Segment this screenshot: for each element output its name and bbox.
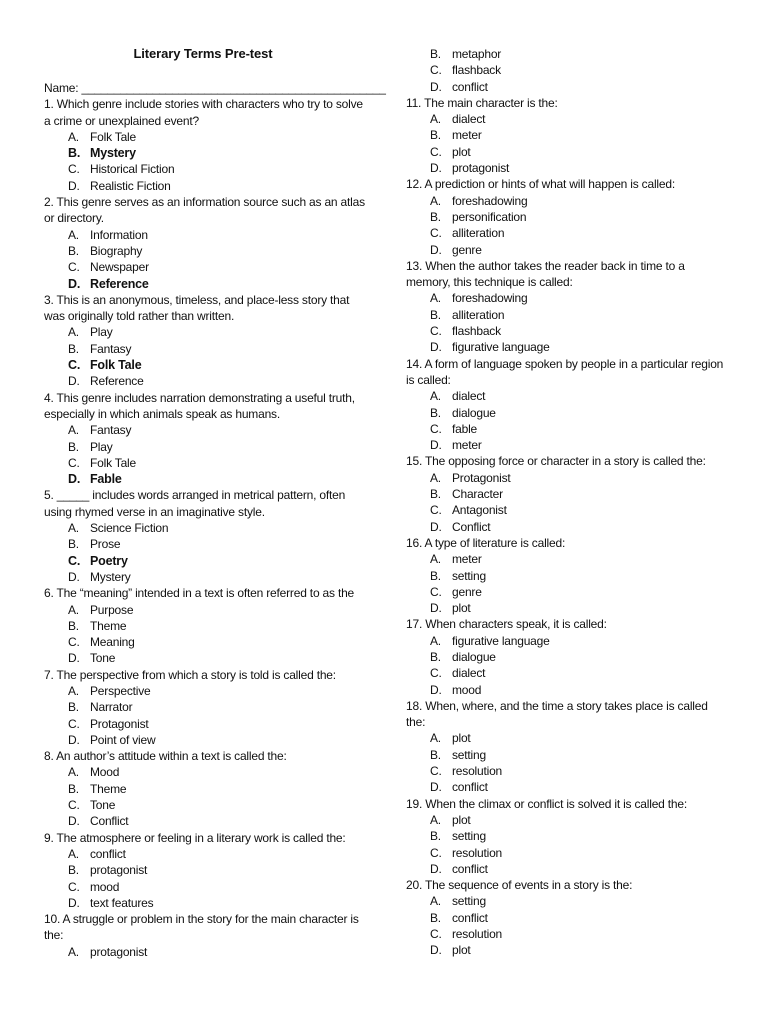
option-text: setting: [452, 747, 486, 762]
answer-option: [44, 650, 362, 666]
answer-option-correct: [44, 145, 362, 161]
answer-option: [406, 144, 736, 160]
option-letter: B.: [430, 487, 441, 502]
option-letter: A.: [68, 129, 79, 144]
option-text: meter: [452, 552, 482, 567]
answer-option: [44, 862, 362, 878]
option-letter: D.: [430, 79, 442, 94]
option-letter: D.: [430, 780, 442, 795]
question-text: 7. The perspective from which a story is told is called the:: [44, 667, 336, 682]
option-letter: B.: [430, 209, 441, 224]
option-letter: B.: [430, 568, 441, 583]
option-letter: D.: [430, 340, 442, 355]
answer-option: [406, 926, 736, 942]
answer-option: [44, 422, 362, 438]
answer-option: [406, 551, 736, 567]
option-text: plot: [452, 144, 471, 159]
option-letter: C.: [68, 798, 80, 813]
option-letter: A.: [68, 765, 79, 780]
answer-option: [406, 568, 736, 584]
option-letter: D.: [68, 569, 80, 584]
option-letter: B.: [68, 700, 79, 715]
question-text: was originally told rather than written.: [44, 309, 235, 324]
answer-option: [406, 812, 736, 828]
option-text: Character: [452, 487, 503, 502]
question-text: 20. The sequence of events in a story is the:: [406, 878, 633, 893]
option-letter: D.: [68, 814, 80, 829]
option-letter: B.: [68, 537, 79, 552]
option-text: setting: [452, 894, 486, 909]
answer-option: [406, 845, 736, 861]
option-text: alliteration: [452, 226, 505, 241]
option-text: personification: [452, 209, 527, 224]
question-text: memory, this technique is called:: [406, 275, 573, 290]
question-text: 11. The main character is the:: [406, 95, 558, 110]
answer-option: [406, 339, 736, 355]
option-letter: D.: [430, 601, 442, 616]
option-letter: A.: [68, 227, 79, 242]
option-text: fable: [452, 421, 478, 436]
option-text: Purpose: [90, 602, 134, 617]
answer-option: [406, 633, 736, 649]
option-text: Tone: [90, 798, 116, 813]
question-text: 8. An author’s attitude within a text is called the:: [44, 749, 287, 764]
option-text: Mood: [90, 765, 120, 780]
option-text: text features: [90, 895, 154, 910]
option-letter: A.: [68, 944, 79, 959]
answer-option: [406, 486, 736, 502]
option-letter: C.: [430, 503, 442, 518]
question-text: 9. The atmosphere or feeling in a literary work is called the:: [44, 830, 346, 845]
answer-option: [406, 209, 736, 225]
option-text: Protagonist: [90, 716, 149, 731]
option-text: conflict: [90, 846, 126, 861]
answer-option: [44, 178, 362, 194]
option-letter: C.: [430, 845, 442, 860]
right-questions: [406, 46, 736, 959]
answer-option: [406, 405, 736, 421]
option-text: Prose: [90, 537, 121, 552]
option-letter: D.: [430, 519, 442, 534]
question-text: especially in which animals speak as humans.: [44, 406, 280, 421]
option-letter: D.: [68, 472, 81, 487]
answer-option: [406, 910, 736, 926]
option-text: dialect: [452, 389, 486, 404]
option-text: Antagonist: [452, 503, 507, 518]
option-text: Poetry: [90, 553, 128, 568]
answer-option: [406, 747, 736, 763]
option-text: genre: [452, 584, 482, 599]
option-text: Realistic Fiction: [90, 178, 171, 193]
option-letter: B.: [68, 146, 81, 161]
option-letter: C.: [68, 358, 81, 373]
answer-option-correct: [44, 357, 362, 373]
question-text: 16. A type of literature is called:: [406, 535, 566, 550]
answer-option: [406, 323, 736, 339]
option-letter: C.: [68, 635, 80, 650]
option-text: Historical Fiction: [90, 162, 175, 177]
question-text: 14. A form of language spoken by people in a particular region: [406, 356, 724, 371]
answer-option: [406, 584, 736, 600]
answer-option: [406, 828, 736, 844]
answer-option: [44, 455, 362, 471]
answer-option-correct: [44, 471, 362, 487]
answer-option: [44, 520, 362, 536]
answer-option: [406, 470, 736, 486]
option-letter: C.: [68, 455, 80, 470]
option-letter: A.: [430, 894, 441, 909]
answer-option: [406, 600, 736, 616]
option-text: resolution: [452, 845, 503, 860]
option-text: Biography: [90, 243, 143, 258]
answer-option: [44, 732, 362, 748]
answer-option: [44, 797, 362, 813]
answer-option: [44, 259, 362, 275]
option-text: mood: [452, 682, 482, 697]
option-letter: A.: [68, 602, 79, 617]
option-letter: D.: [430, 943, 442, 958]
answer-option: [406, 519, 736, 535]
option-text: Conflict: [452, 519, 491, 534]
option-letter: D.: [68, 178, 80, 193]
option-text: setting: [452, 829, 486, 844]
answer-option: [44, 716, 362, 732]
option-text: Theme: [90, 618, 127, 633]
answer-option: [44, 764, 362, 780]
option-letter: D.: [430, 861, 442, 876]
question-text: 4. This genre includes narration demonstrating a useful truth,: [44, 390, 355, 405]
option-text: foreshadowing: [452, 193, 528, 208]
option-text: dialogue: [452, 649, 496, 664]
answer-option: [44, 618, 362, 634]
answer-option: [44, 161, 362, 177]
option-letter: A.: [430, 812, 441, 827]
answer-option: [406, 307, 736, 323]
option-text: protagonist: [90, 944, 148, 959]
option-letter: C.: [68, 162, 80, 177]
question-text: 15. The opposing force or character in a story is called the:: [406, 454, 706, 469]
option-letter: C.: [430, 666, 442, 681]
option-letter: A.: [68, 423, 79, 438]
option-letter: B.: [68, 618, 79, 633]
option-text: Information: [90, 227, 148, 242]
left-column: [44, 80, 386, 960]
option-letter: C.: [430, 63, 442, 78]
option-letter: B.: [430, 649, 441, 664]
option-text: flashback: [452, 324, 501, 339]
option-letter: B.: [430, 47, 441, 61]
question-text: 10. A struggle or problem in the story for the main character is: [44, 912, 359, 927]
option-letter: B.: [430, 128, 441, 143]
option-letter: D.: [68, 276, 81, 291]
answer-option: [406, 111, 736, 127]
option-text: Science Fiction: [90, 521, 169, 536]
option-letter: D.: [68, 895, 80, 910]
answer-option: [406, 502, 736, 518]
answer-option: [44, 227, 362, 243]
option-letter: B.: [430, 405, 441, 420]
option-letter: C.: [430, 764, 442, 779]
answer-option: [406, 193, 736, 209]
option-text: Play: [90, 325, 113, 340]
option-text: dialect: [452, 112, 486, 127]
answer-option: [44, 324, 362, 340]
answer-option: [406, 779, 736, 795]
option-letter: A.: [68, 683, 79, 698]
question-text: 2. This genre serves as an information source such as an atlas: [44, 195, 365, 210]
option-text: Point of view: [90, 732, 156, 747]
answer-option: [406, 682, 736, 698]
option-letter: B.: [68, 781, 79, 796]
answer-option: [44, 243, 362, 259]
answer-option: [406, 861, 736, 877]
option-letter: A.: [430, 291, 441, 306]
option-letter: C.: [430, 584, 442, 599]
option-letter: D.: [68, 651, 80, 666]
question-text: 3. This is an anonymous, timeless, and place-less story that: [44, 292, 350, 307]
option-letter: B.: [68, 863, 79, 878]
option-text: Narrator: [90, 700, 133, 715]
option-letter: C.: [68, 260, 80, 275]
option-text: metaphor: [452, 47, 502, 61]
answer-option: [406, 421, 736, 437]
option-text: Conflict: [90, 814, 129, 829]
answer-option: [406, 388, 736, 404]
answer-option: [44, 129, 362, 145]
answer-option: [44, 846, 362, 862]
option-letter: A.: [430, 193, 441, 208]
question-text: the:: [44, 928, 64, 943]
answer-option: [44, 781, 362, 797]
answer-option: [406, 160, 736, 176]
option-text: plot: [452, 601, 471, 616]
answer-option: [406, 649, 736, 665]
answer-option: [44, 879, 362, 895]
option-text: conflict: [452, 861, 488, 876]
question-text: 17. When characters speak, it is called:: [406, 617, 607, 632]
name-line: Name: _______________________________________________: [44, 81, 386, 95]
option-text: plot: [452, 812, 471, 827]
option-text: Theme: [90, 781, 127, 796]
page-title: Literary Terms Pre-test: [133, 46, 273, 61]
question-text: 13. When the author takes the reader back in time to a: [406, 258, 685, 273]
question-text: 12. A prediction or hints of what will happen is called:: [406, 177, 675, 192]
option-letter: B.: [430, 307, 441, 322]
option-text: Fantasy: [90, 423, 132, 438]
answer-option: [44, 699, 362, 715]
option-text: Folk Tale: [90, 455, 137, 470]
answer-option: [406, 730, 736, 746]
option-letter: C.: [430, 226, 442, 241]
option-letter: A.: [68, 325, 79, 340]
option-letter: B.: [430, 829, 441, 844]
answer-option: [406, 62, 736, 78]
answer-option: [44, 373, 362, 389]
option-text: dialect: [452, 666, 486, 681]
option-text: Play: [90, 439, 113, 454]
answer-option-correct: [44, 276, 362, 292]
answer-option-correct: [44, 553, 362, 569]
option-text: Folk Tale: [90, 358, 142, 373]
answer-option: [406, 225, 736, 241]
option-text: dialogue: [452, 405, 496, 420]
option-letter: D.: [430, 242, 442, 257]
option-letter: C.: [68, 879, 80, 894]
option-text: flashback: [452, 63, 501, 78]
option-text: Reference: [90, 374, 144, 389]
option-letter: D.: [68, 732, 80, 747]
option-letter: C.: [430, 927, 442, 942]
option-text: Mystery: [90, 146, 136, 161]
option-text: meter: [452, 128, 482, 143]
option-letter: D.: [430, 682, 442, 697]
option-letter: A.: [430, 731, 441, 746]
option-letter: A.: [430, 552, 441, 567]
answer-option: [406, 79, 736, 95]
option-text: alliteration: [452, 307, 505, 322]
answer-option: [44, 634, 362, 650]
option-letter: D.: [430, 161, 442, 176]
option-text: protagonist: [452, 161, 510, 176]
option-text: Fable: [90, 472, 122, 487]
question-text: 5. _____ includes words arranged in metrical pattern, often: [44, 488, 346, 503]
answer-option: [44, 944, 362, 960]
answer-option: [406, 290, 736, 306]
option-text: genre: [452, 242, 482, 257]
option-text: Folk Tale: [90, 129, 137, 144]
option-text: Perspective: [90, 683, 151, 698]
option-letter: A.: [430, 470, 441, 485]
option-letter: A.: [430, 389, 441, 404]
question-text: using rhymed verse in an imaginative style.: [44, 504, 265, 519]
option-text: figurative language: [452, 633, 550, 648]
option-letter: A.: [430, 633, 441, 648]
question-text: or directory.: [44, 211, 104, 226]
question-text: 1. Which genre include stories with characters who try to solve: [44, 97, 363, 112]
answer-option: [44, 602, 362, 618]
option-text: Newspaper: [90, 260, 149, 275]
option-text: figurative language: [452, 340, 550, 355]
option-letter: C.: [430, 421, 442, 436]
question-text: a crime or unexplained event?: [44, 113, 199, 128]
option-letter: D.: [68, 374, 80, 389]
option-letter: A.: [68, 846, 79, 861]
answer-option: [406, 893, 736, 909]
option-text: foreshadowing: [452, 291, 528, 306]
answer-option: [406, 437, 736, 453]
answer-option: [406, 127, 736, 143]
option-text: plot: [452, 731, 471, 746]
option-text: Mystery: [90, 569, 131, 584]
option-text: setting: [452, 568, 486, 583]
answer-option: [406, 665, 736, 681]
option-text: plot: [452, 943, 471, 958]
answer-option: [406, 46, 736, 62]
question-text: is called:: [406, 372, 451, 387]
option-text: meter: [452, 438, 482, 453]
option-text: conflict: [452, 910, 488, 925]
option-text: resolution: [452, 764, 503, 779]
option-text: mood: [90, 879, 120, 894]
answer-option: [44, 341, 362, 357]
answer-option: [44, 683, 362, 699]
answer-option: [44, 439, 362, 455]
option-text: conflict: [452, 79, 488, 94]
option-text: resolution: [452, 927, 503, 942]
option-text: Tone: [90, 651, 116, 666]
answer-option: [44, 813, 362, 829]
option-text: Meaning: [90, 635, 135, 650]
question-text: 19. When the climax or conflict is solved it is called the:: [406, 796, 687, 811]
option-letter: D.: [430, 438, 442, 453]
answer-option: [406, 242, 736, 258]
question-text: 18. When, where, and the time a story takes place is called: [406, 698, 708, 713]
right-column: [406, 46, 736, 959]
option-text: protagonist: [90, 863, 148, 878]
option-letter: C.: [430, 324, 442, 339]
option-letter: C.: [430, 144, 442, 159]
option-text: Reference: [90, 276, 149, 291]
option-letter: C.: [68, 716, 80, 731]
option-text: Fantasy: [90, 341, 132, 356]
option-text: conflict: [452, 780, 488, 795]
option-text: Protagonist: [452, 470, 511, 485]
option-letter: B.: [430, 747, 441, 762]
option-letter: C.: [68, 553, 81, 568]
answer-option: [44, 536, 362, 552]
answer-option: [406, 942, 736, 958]
option-letter: B.: [68, 243, 79, 258]
option-letter: A.: [68, 521, 79, 536]
answer-option: [406, 763, 736, 779]
answer-option: [44, 569, 362, 585]
question-text: the:: [406, 715, 426, 730]
left-questions: [44, 96, 365, 960]
option-letter: B.: [430, 910, 441, 925]
option-letter: A.: [430, 112, 441, 127]
answer-option: [44, 895, 362, 911]
option-letter: B.: [68, 439, 79, 454]
option-letter: B.: [68, 341, 79, 356]
question-text: 6. The “meaning” intended in a text is often referred to as the: [44, 586, 355, 601]
